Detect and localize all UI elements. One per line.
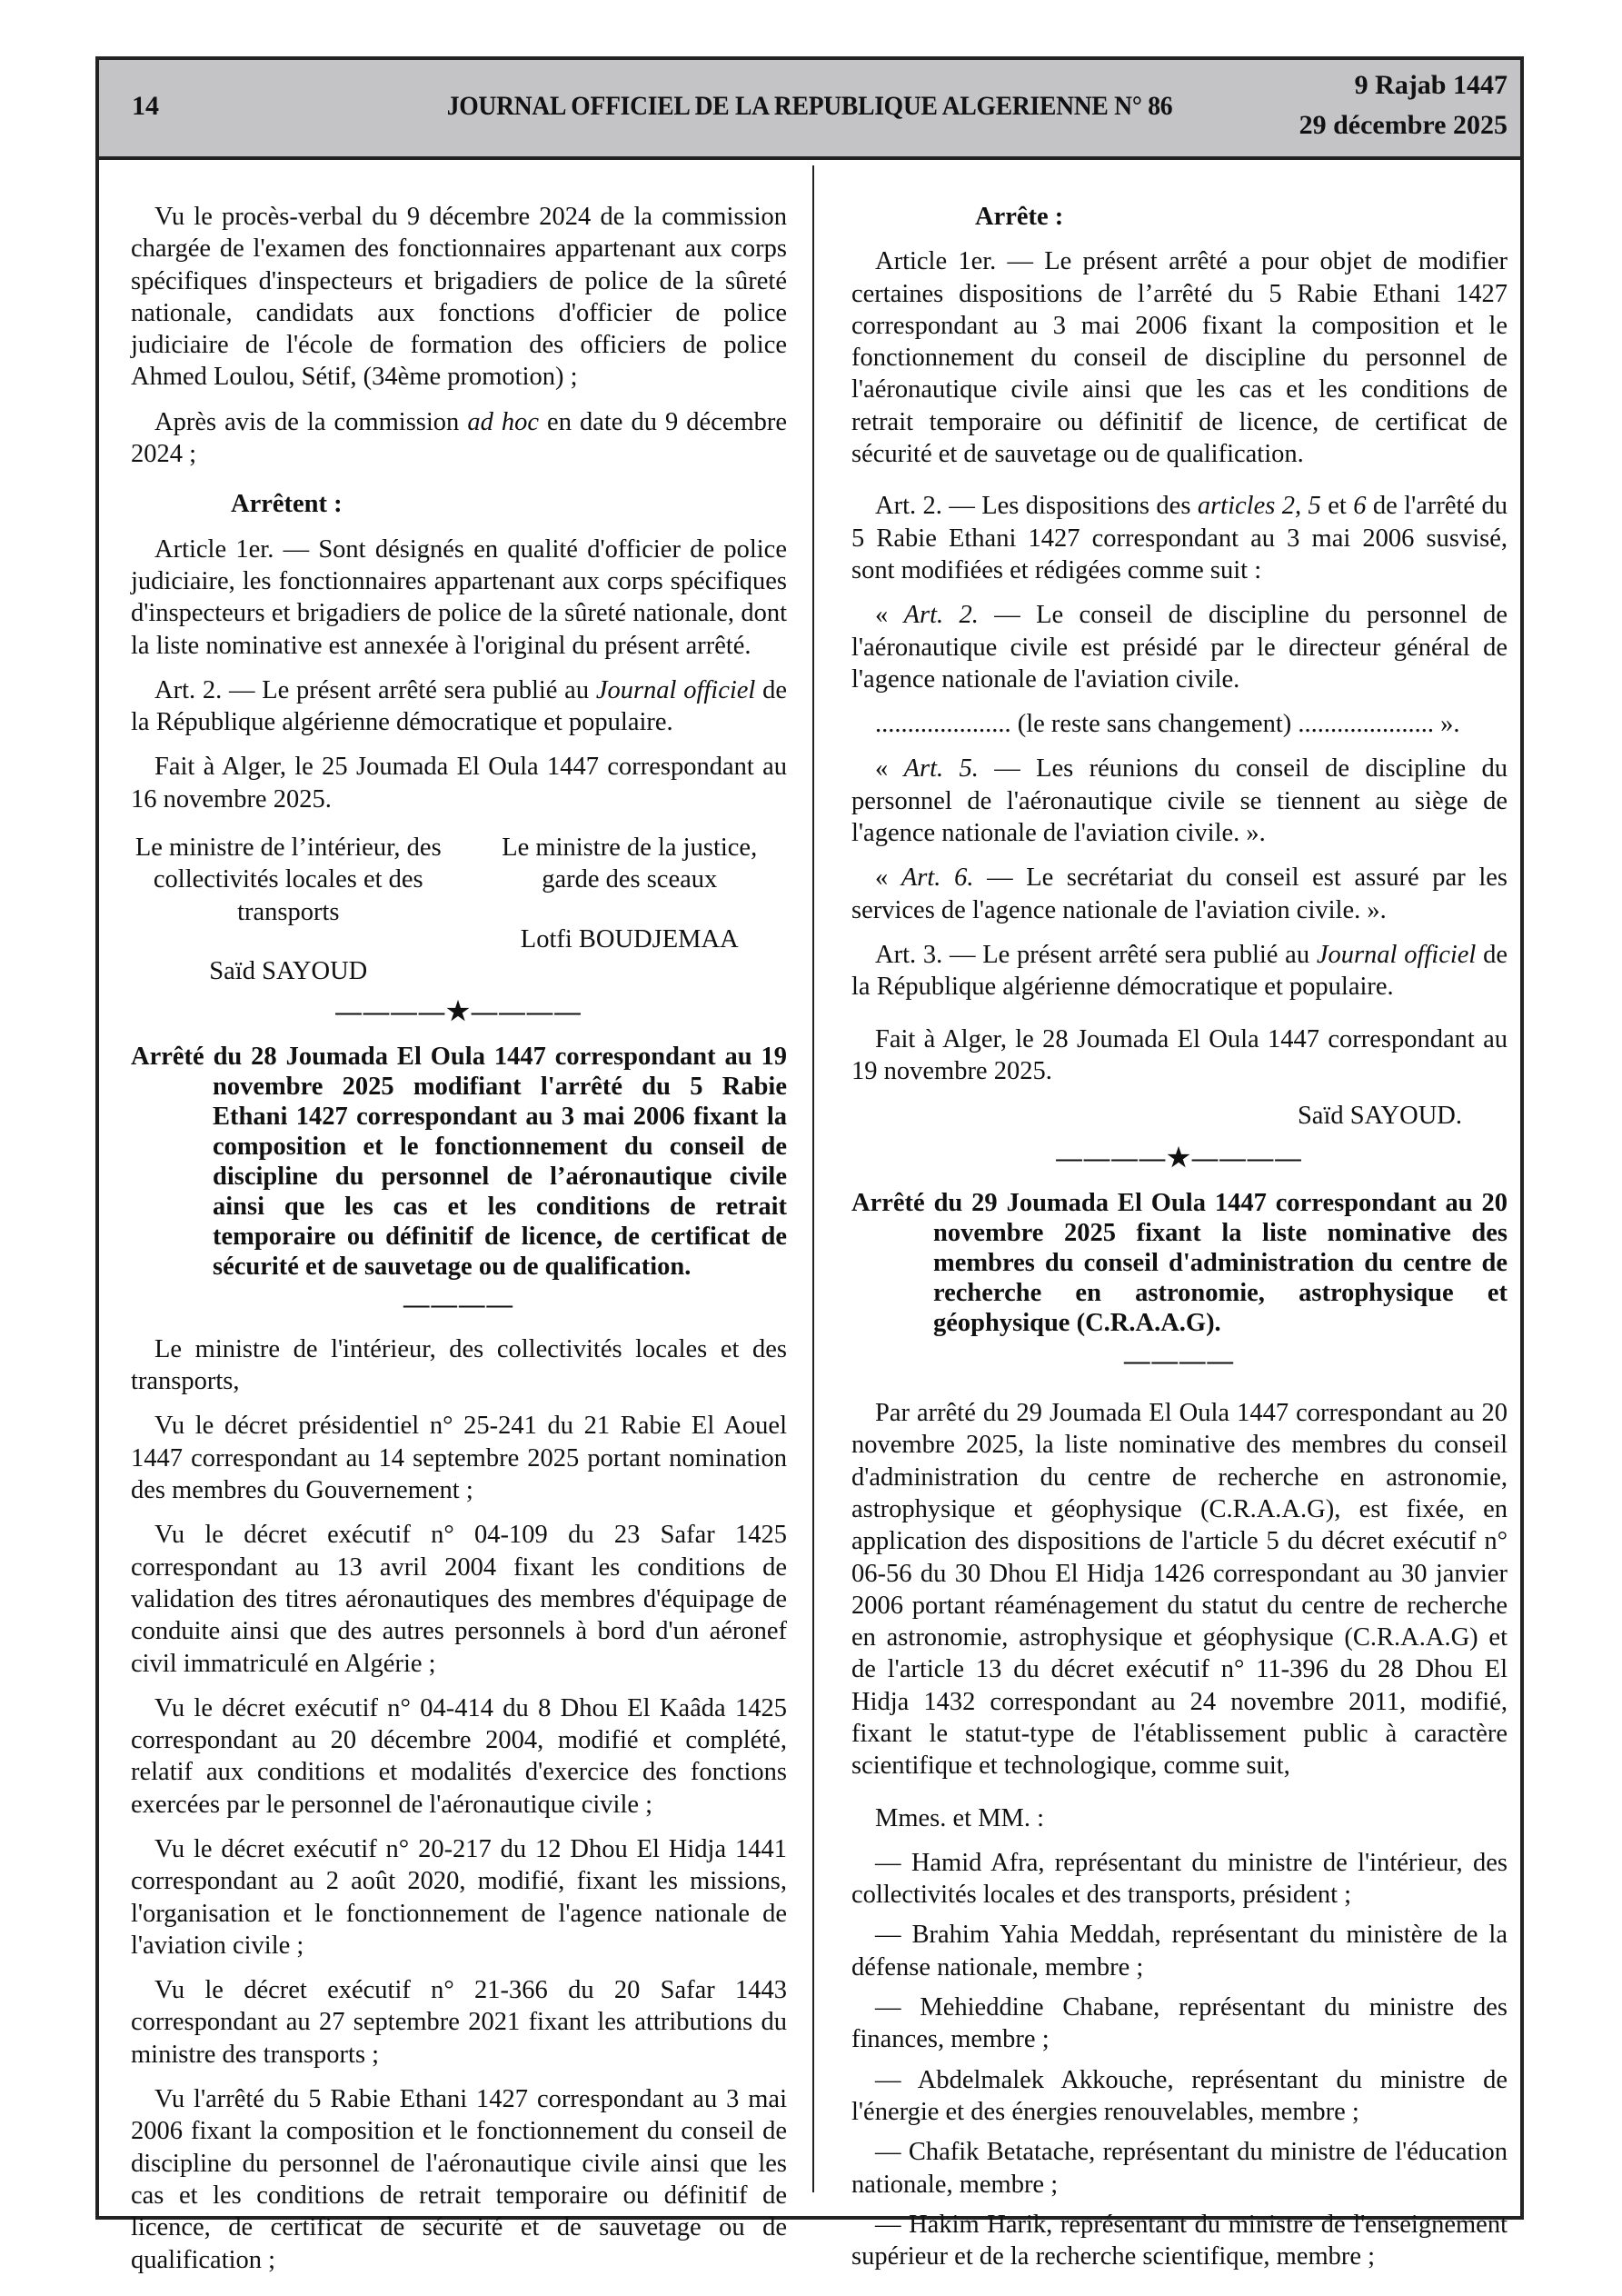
text-run: Le ministre de l'intérieur, des collectivités locales et des transports, xyxy=(131,1334,787,1396)
page-frame xyxy=(95,56,1524,2274)
text-run: Vu l'arrêté du 5 Rabie Ethani 1427 correspondant au 3 mai 2006 fixant la composition et le fonctionnement du conseil de discipline du personnel de l'aéronautique civile ainsi que les cas et les conditions de retrait temporaire ou définitif de licence, de certificat de sécurité et de sauvetage ou de qualification ; xyxy=(131,2085,787,2274)
text-run: « xyxy=(875,754,904,784)
separator: ———— xyxy=(403,1290,514,1319)
paragraph xyxy=(851,1802,1508,1834)
column-divider xyxy=(812,165,814,2192)
italic-text: Journal officiel xyxy=(595,675,756,704)
separator: ————★———— xyxy=(1056,1144,1303,1173)
text-run: Art. 2. — Les dispositions des xyxy=(875,492,1198,521)
paragraph xyxy=(131,534,787,662)
text-run: Vu le décret exécutif n° 04-109 du 23 Safar 1425 correspondant au 13 avril 2004 fixant les conditions de validation des titres aéronautiques des membres d'équipage de conduite ainsi que des autres personnels à bord d'un aéronef civil immatriculé en Algérie ; xyxy=(131,1521,787,1678)
italic-text: 6 xyxy=(1353,492,1367,521)
paragraph xyxy=(851,245,1508,470)
member-list-item: — Brahim Yahia Meddah, représentant du ministère de la défense nationale, membre ; xyxy=(851,1921,1508,1982)
text-run: — Le conseil de discipline du personnel de l'aéronautique civile est présidé par le directeur général de l'agence nationale de l'aviation civile. xyxy=(851,601,1508,694)
italic-text: articles 2, 5 xyxy=(1197,492,1321,521)
date-hijri: 9 Rajab 1447 xyxy=(1354,70,1508,100)
text-run: — Le secrétariat du conseil est assuré par les services de l'agence nationale de l'aviation civile. ». xyxy=(851,863,1508,924)
text-run: Art. 2. — Le présent arrêté sera publié au xyxy=(154,675,596,704)
paragraph xyxy=(131,751,787,815)
text-run: de l'arrêté du 5 Rabie Ethani 1427 correspondant au 3 mai 2006 susvisé, sont modifiées et rédigées comme suit : xyxy=(851,492,1508,584)
italic-text: Art. 2. xyxy=(903,601,979,630)
paragraph xyxy=(851,1397,1508,1782)
text-run: Fait à Alger, le 25 Joumada El Oula 1447 correspondant au 16 novembre 2025. xyxy=(131,753,787,814)
signature-name: Saïd SAYOUD. xyxy=(1297,1102,1462,1131)
paragraph xyxy=(851,939,1508,1003)
paragraph xyxy=(131,406,787,471)
member-list-item: — Hamid Afra, représentant du ministre de l'intérieur, des collectivités locales et des transports, président ; xyxy=(851,1848,1508,1910)
text-run: Vu le décret exécutif n° 04-414 du 8 Dhou El Kaâda 1425 correspondant au 20 décembre 2004, modifié et complété, relatif aux conditions et modalités d'exercice des fonctions exercées par le personnel de l'aéronautique civile ; xyxy=(131,1693,787,1819)
journal-header xyxy=(99,60,1520,160)
member-list-item: — Abdelmalek Akkouche, représentant du ministre de l'énergie et des énergies renouvelables, membre ; xyxy=(851,2065,1508,2126)
paragraph xyxy=(131,1833,787,1962)
text-run: Mmes. et MM. : xyxy=(875,1803,1045,1832)
text-run: Article 1er. — Le présent arrêté a pour objet de modifier certaines dispositions de l’arrêté du 5 Rabie Ethani 1427 correspondant au 3 mai 2006 fixant la composition et le fonctionnement du conseil de discipline du personnel de l'aéronautique civile ainsi que les cas et les conditions de retrait temporaire ou définitif de licence, de certificat de sécurité et de sauvetage ou de qualification. xyxy=(851,247,1508,469)
text-run: Vu le procès-verbal du 9 décembre 2024 de la commission chargée de l'examen des fonctionnaires appartenant aux corps spécifiques d'inspecteurs et brigadiers de police de la sûreté nationale, candidats aux fonctions d'officier de police judiciaire de l'école de formation des officiers de police Ahmed Loulou, Sétif, (34ème promotion) ; xyxy=(131,203,787,392)
italic-text: ad hoc xyxy=(467,407,540,436)
text-run: Vu le décret exécutif n° 20-217 du 12 Dhou El Hidja 1441 correspondant au 2 août 2020, modifié, fixant les missions, l'organisation et le fonctionnement de l'agence nationale de l'aviation civile ; xyxy=(131,1834,787,1960)
member-list-item: — Hakim Harik, représentant du ministre de l'enseignement supérieur et de la recherche scientifique, membre ; xyxy=(851,2210,1508,2271)
signatory xyxy=(472,832,787,987)
paragraph xyxy=(131,1333,787,1398)
text-run: « xyxy=(875,601,904,630)
text-run: « xyxy=(875,863,901,893)
separator: ———— xyxy=(1124,1346,1235,1375)
issue-date xyxy=(1299,65,1508,145)
signatory-name: Lotfi BOUDJEMAA xyxy=(520,924,739,953)
right-column xyxy=(851,201,1508,2281)
paragraph xyxy=(851,599,1508,695)
paragraph xyxy=(851,862,1508,926)
separator: ————★———— xyxy=(335,998,582,1027)
section-heading: Arrête : xyxy=(975,203,1064,231)
text-run: — Les réunions du conseil de discipline du personnel de l'aéronautique civile se tiennent au siège de l'agence nationale de l'aviation civile. ». xyxy=(851,754,1508,848)
text-run: Art. 3. — Le présent arrêté sera publié au xyxy=(875,940,1317,969)
paragraph xyxy=(851,1023,1508,1088)
member-list-item: — Mehieddine Chabane, représentant du ministre des finances, membre ; xyxy=(851,1993,1508,2054)
paragraph xyxy=(131,201,787,394)
page-number: 14 xyxy=(132,91,159,121)
paragraph xyxy=(131,2083,787,2276)
paragraph xyxy=(131,674,787,739)
left-column xyxy=(131,201,787,2289)
paragraph xyxy=(851,708,1508,740)
decree-title: Arrêté du 28 Joumada El Oula 1447 correspondant au 19 novembre 2025 modifiant l'arrêté du 5 Rabie Ethani 1427 correspondant au 3 mai 2006 fixant la composition et le fonctionnement du conseil de discipline du personnel de l’aéronautique civile ainsi que les cas et les conditions de retrait temporaire ou définitif de licence, de certificat de sécurité et de sauvetage ou de qualification. xyxy=(131,1042,787,1281)
text-run: de la République algérienne démocratique et populaire. xyxy=(851,940,1508,1002)
signatory-name: Saïd SAYOUD xyxy=(209,956,368,985)
text-run: de la République algérienne démocratique et populaire. xyxy=(131,675,787,737)
member-list-item: — Chafik Betatache, représentant du ministre de l'éducation nationale, membre ; xyxy=(851,2138,1508,2199)
paragraph xyxy=(131,1974,787,2071)
paragraph xyxy=(131,1692,787,1821)
text-run: Après avis de la commission xyxy=(154,407,468,436)
signatory-role: Le ministre de la justice, garde des sceaux xyxy=(502,834,758,894)
decree-title: Arrêté du 29 Joumada El Oula 1447 correspondant au 20 novembre 2025 fixant la liste nominative des membres du conseil d'administration du centre de recherche en astronomie, astrophysique et géophysique (C.R.A.A.G). xyxy=(851,1188,1508,1337)
signatory xyxy=(131,832,446,987)
italic-text: Art. 5. xyxy=(903,754,979,784)
text-run: Vu le décret exécutif n° 21-366 du 20 Safar 1443 correspondant au 27 septembre 2021 fixant les attributions du ministre des transports ; xyxy=(131,1976,787,2069)
paragraph xyxy=(851,490,1508,586)
paragraph xyxy=(131,1410,787,1506)
text-run: Vu le décret présidentiel n° 25-241 du 21 Rabie El Aouel 1447 correspondant au 14 septembre 2025 portant nomination des membres du Gouvernement ; xyxy=(131,1412,787,1505)
text-run: en date du 9 décembre 2024 ; xyxy=(131,407,788,469)
italic-text: Art. 6. xyxy=(901,863,974,893)
text-run: Par arrêté du 29 Joumada El Oula 1447 correspondant au 20 novembre 2025, la liste nominative des membres du conseil d'administration du centre de recherche en astronomie, astrophysique et géophysique (C.R.A.A.G), est fixée, en application des dispositions de l'article 5 du décret exécutif n° 06-56 du 30 Dhou El Hidja 1426 correspondant au 30 janvier 2006 portant réaménagement du statut du centre de recherche en astronomie, astrophysique et géophysique (C.R.A.A.G) et de l'article 13 du décret exécutif n° 11-396 du 28 Dhou El Hidja 1432 correspondant au 24 novembre 2011, modifié, fixant le statut-type de l'établissement public à caractère scientifique et technologique, comme suit, xyxy=(851,1399,1508,1781)
text-run: et xyxy=(1320,492,1354,521)
date-gregorian: 29 décembre 2025 xyxy=(1299,110,1508,140)
text-run: Fait à Alger, le 28 Joumada El Oula 1447 correspondant au 19 novembre 2025. xyxy=(851,1024,1508,1085)
section-heading: Arrêtent : xyxy=(231,490,343,519)
text-run: ..................... (le reste sans changement) ..................... ». xyxy=(875,710,1460,739)
paragraph xyxy=(131,1519,787,1679)
text-run: Article 1er. — Sont désignés en qualité d'officier de police judiciaire, les fonctionnaires appartenant aux corps spécifiques d'inspecteurs et brigadiers de police de la sûreté nationale, dont la liste nominative est annexée à l'original du présent arrêté. xyxy=(131,534,787,660)
paragraph xyxy=(851,753,1508,849)
italic-text: Journal officiel xyxy=(1316,940,1477,969)
journal-title: JOURNAL OFFICIEL DE LA REPUBLIQUE ALGERIENNE N° 86 xyxy=(446,91,1173,121)
signature-block xyxy=(131,832,787,987)
signatory-role: Le ministre de l’intérieur, des collectivités locales et des transports xyxy=(134,834,442,926)
